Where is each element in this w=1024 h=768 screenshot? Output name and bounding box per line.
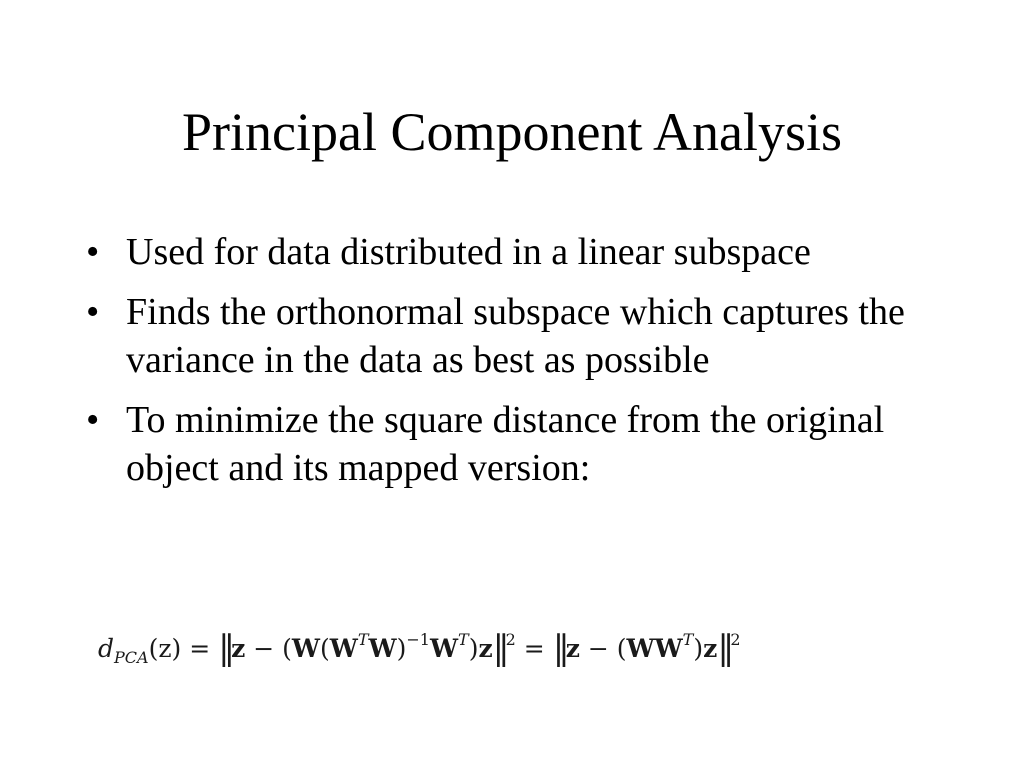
bullet-item	[82, 228, 942, 276]
eq-transpose: T	[458, 630, 469, 649]
bullet-item	[82, 288, 942, 384]
eq-equals: =	[515, 634, 553, 663]
bullet-list	[82, 228, 942, 504]
eq-z: z	[565, 634, 580, 663]
bullet-item	[82, 396, 942, 492]
eq-norm-close: ‖	[717, 628, 731, 668]
bullet-text: To minimize the square distance from the original object and its mapped version:	[126, 399, 885, 489]
slide-title: Principal Component Analysis	[182, 102, 842, 162]
eq-paren: )	[468, 634, 479, 663]
eq-W: W	[329, 634, 358, 663]
eq-z: z	[478, 634, 493, 663]
eq-W: W	[291, 634, 320, 663]
eq-z: z	[703, 634, 718, 663]
eq-paren: )	[693, 634, 704, 663]
eq-d: d	[98, 634, 115, 663]
bullet-icon: •	[86, 291, 100, 333]
eq-transpose: T	[682, 630, 694, 649]
eq-paren: )	[396, 634, 407, 663]
eq-minus: − (	[245, 634, 292, 663]
eq-minus: − (	[579, 634, 627, 663]
bullet-text: Used for data distributed in a linear subspace	[126, 231, 811, 273]
eq-z: z	[231, 634, 246, 663]
bullet-icon: •	[86, 399, 100, 441]
eq-subscript: PCA	[114, 648, 149, 667]
pca-equation	[98, 612, 741, 668]
eq-square: 2	[730, 630, 741, 649]
eq-WW: WW	[626, 634, 683, 663]
eq-argument: (z) =	[148, 634, 219, 663]
eq-norm-close: ‖	[492, 628, 506, 668]
eq-W: W	[368, 634, 397, 663]
eq-norm-open: ‖	[218, 628, 232, 668]
eq-paren: (	[320, 634, 330, 663]
eq-transpose: T	[357, 630, 369, 649]
eq-square: 2	[505, 630, 516, 649]
eq-W: W	[429, 634, 459, 663]
bullet-icon: •	[86, 231, 100, 273]
bullet-text: Finds the orthonormal subspace which captures the variance in the data as best as possible	[126, 291, 905, 381]
eq-norm-open: ‖	[552, 628, 566, 668]
eq-inverse: −1	[406, 630, 430, 649]
